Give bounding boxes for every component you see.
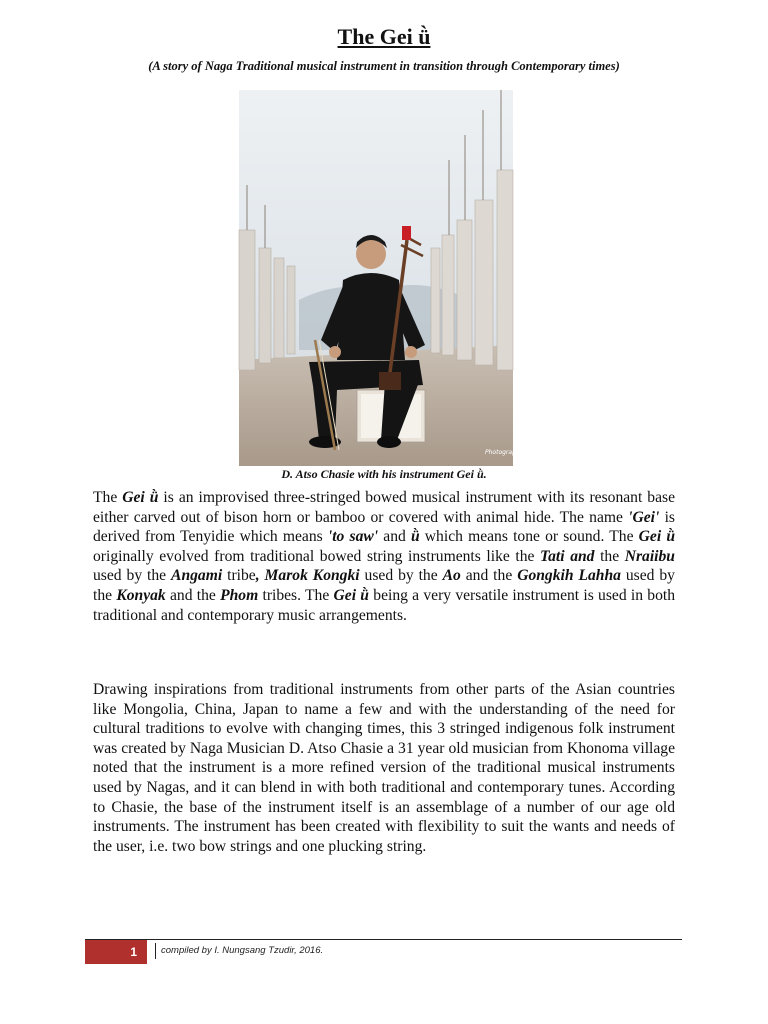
paragraph-1: The Gei ǜ is an improvised three-stringed bowed musical instrument with its resonant base either carved out of bison horn or bamboo or covered with animal hide. The name 'Gei' is derived from Tenyidie which means 'to saw' and ǜ which means tone or sound. The Gei ǜ originally evolved from traditional bowed string instruments like the Tati and the Nraiibu used by the Angami tribe, Marok Kongki used by the Ao and the Gongkih Lahha used by the Konyak and the Phom tribes. The Gei ǜ being a very versatile instrument is used in both traditional and contemporary music arrangements. — [93, 489, 676, 624]
photo-caption: D. Atso Chasie with his instrument Gei ǜ. — [281, 467, 487, 481]
photo-watermark: Photography — [485, 449, 524, 456]
page-number: 1 — [85, 940, 147, 964]
document-title: The Gei ǜ — [337, 24, 431, 49]
document-subtitle: (A story of Naga Traditional musical instrument in transition through Contemporary times) — [148, 59, 620, 73]
footer-credit: compiled by I. Nungsang Tzudir, 2016. — [155, 943, 323, 959]
footer-divider — [85, 939, 682, 940]
musician-photo — [239, 90, 524, 466]
paragraph-2: Drawing inspirations from traditional instruments from other parts of the Asian countries like Mongolia, China, Japan to name a few and with the understanding of the need for cultural traditions to evolve with changing times, this 3 stringed indigenous folk instrument was created by Naga Musician D. Atso Chasie a 31 year old musician from Khonoma village noted that the instrument is a more refined version of the traditional musical instruments used by Nagas, and it can blend in with both traditional and contemporary tunes. According to Chasie, the base of the instrument itself is an assemblage of a number of our age old instruments. The instrument has been created with flexibility to suit the wants and needs of the user, i.e. two bow strings and one plucking string. — [93, 681, 675, 855]
